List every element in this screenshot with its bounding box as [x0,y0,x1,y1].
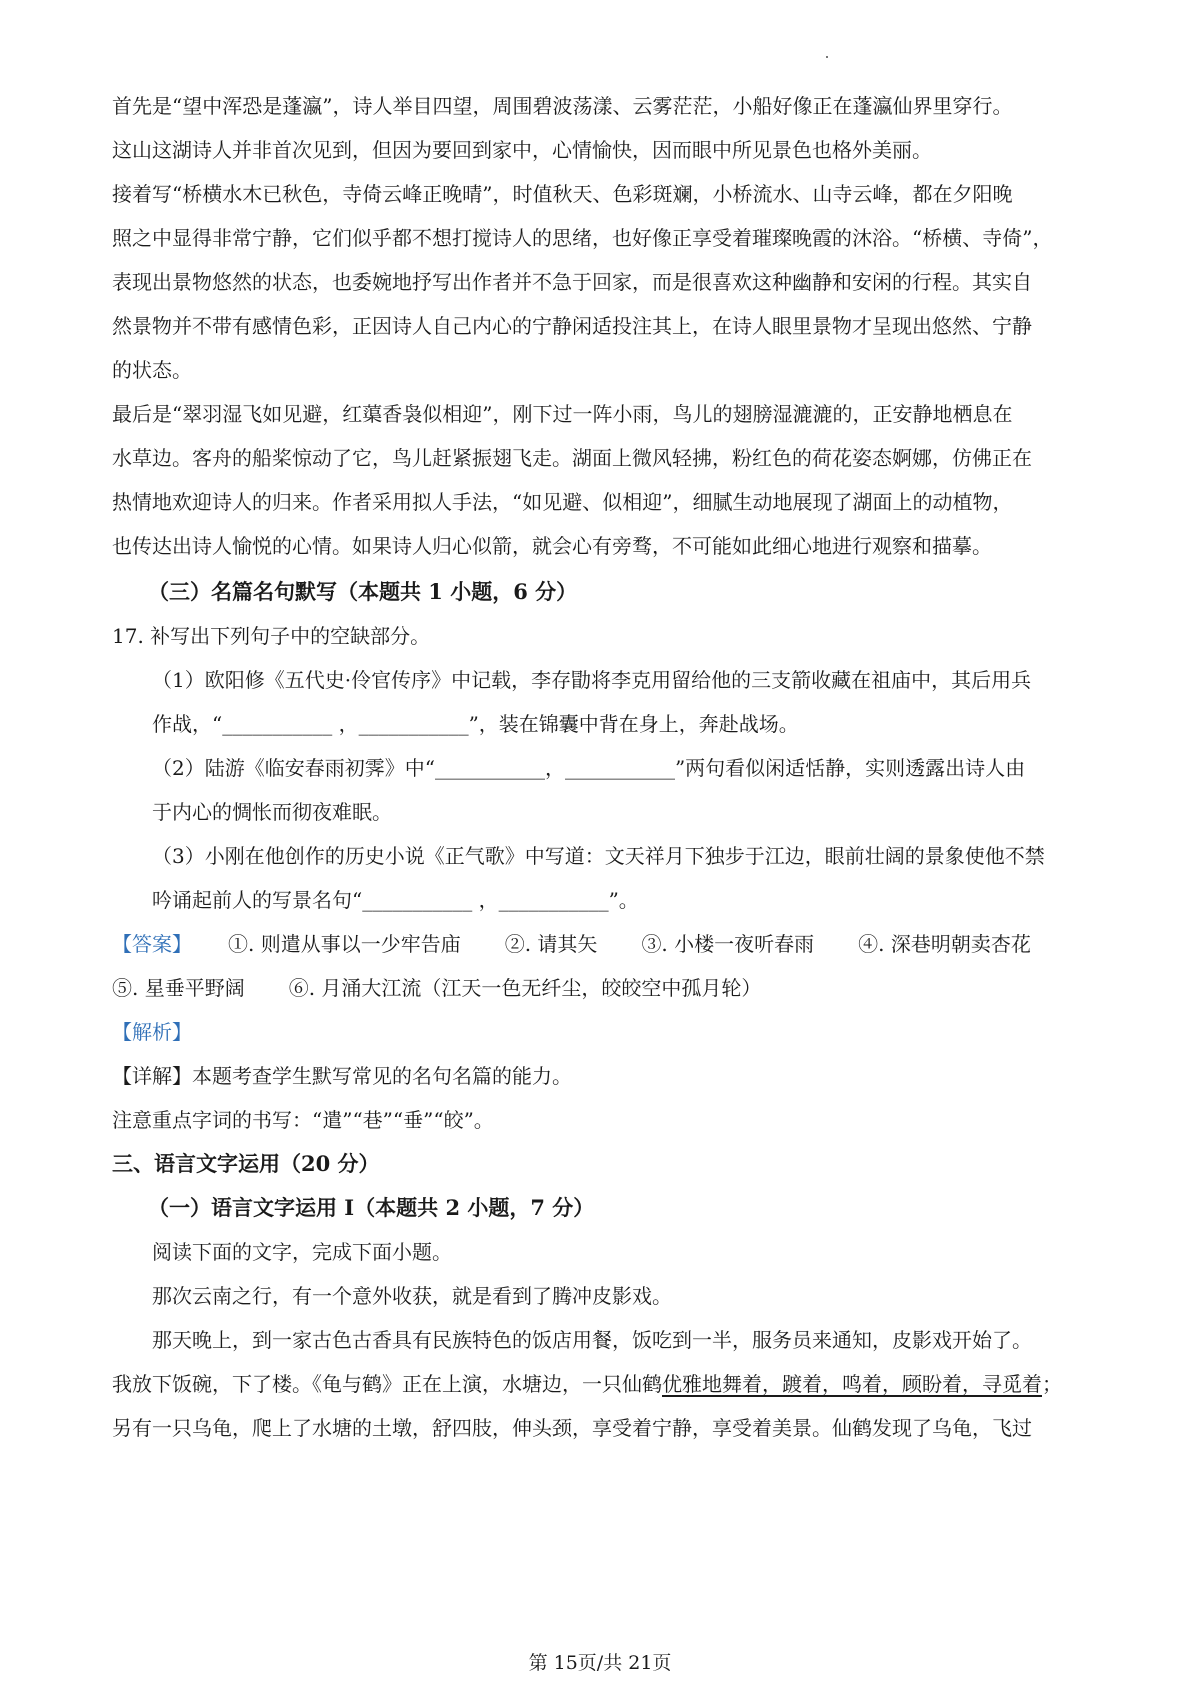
question-item: （2）陆游《临安春雨初霁》中“___________，___________”两句看似闲适恬静，实则透露出诗人由 [152,756,1026,780]
reading-line: 另有一只乌龟，爬上了水塘的土墩，舒四肢，伸头颈，享受着宁静，享受着美景。仙鹤发现了乌龟，飞过 [112,1416,1032,1440]
answer-item: ⑤. 星垂平野阔 [112,976,245,1000]
paragraph-line: 热情地欢迎诗人的归来。作者采用拟人手法，“如见避、似相迎”，细腻生动地展现了湖面上的动植物， [112,490,1013,514]
answer-line [112,930,1031,958]
answer-item: ⑥. 月涌大江流（江天一色无纤尘，皎皎空中孤月轮） [288,976,762,1000]
detail-line: 【详解】本题考查学生默写常见的名句名篇的能力。 [112,1064,572,1088]
reading-line [112,1370,1062,1398]
reading-text: 我放下饭碗，下了楼。《龟与鹤》正在上演，水塘边，一只仙鹤 [112,1372,662,1396]
paragraph-line: 首先是“望中浑恐是蓬瀛”，诗人举目四望，周围碧波荡漾、云雾茫茫，小船好像正在蓬瀛仙界里穿行。 [112,94,1013,118]
question-item: 于内心的惆怅而彻夜难眠。 [152,800,392,824]
paragraph-line: 水草边。客舟的船桨惊动了它，鸟儿赶紧振翅飞走。湖面上微风轻拂，粉红色的荷花姿态婀娜，仿佛正在 [112,446,1032,470]
question-stem: 17. 补写出下列句子中的空缺部分。 [112,624,431,648]
reading-line: 那天晚上，到一家古色古香具有民族特色的饭店用餐，饭吃到一半，服务员来通知，皮影戏开始了。 [152,1328,1032,1352]
paragraph-line: 最后是“翠羽湿飞如见避，红蕖香袅似相迎”，刚下过一阵小雨，鸟儿的翅膀湿漉漉的，正安静地栖息在 [112,402,1013,426]
paragraph-line: 也传达出诗人愉悦的心情。如果诗人归心似箭，就会心有旁骛，不可能如此细心地进行观察和描摹。 [112,534,992,558]
answer-label: 【答案】 [112,932,192,956]
answer-item: ②. 请其矢 [504,932,598,956]
page-number: 第 15页/共 21页 [528,1652,672,1674]
answer-line [112,974,761,1002]
question-item: （3）小刚在他创作的历史小说《正气歌》中写道：文天祥月下独步于江边，眼前壮阔的景象使他不禁 [152,844,1045,868]
answer-item: ③. 小楼一夜听春雨 [641,932,815,956]
paragraph-line: 这山这湖诗人并非首次见到，但因为要回到家中，心情愉快，因而眼中所见景色也格外美丽。 [112,138,932,162]
paragraph-line: 表现出景物悠然的状态，也委婉地抒写出作者并不急于回家，而是很喜欢这种幽静和安闲的行程。其实自 [112,270,1032,294]
question-item: （1）欧阳修《五代史·伶官传序》中记载，李存勖将李克用留给他的三支箭收藏在祖庙中，其后用兵 [152,668,1032,692]
scan-dot [826,56,828,58]
reading-line: 那次云南之行，有一个意外收获，就是看到了腾冲皮影戏。 [152,1284,672,1308]
detail-line: 注意重点字词的书写：“遣”“巷”“垂”“皎”。 [112,1108,494,1132]
paragraph-line: 然景物并不带有感情色彩，正因诗人自己内心的宁静闲适投注其上，在诗人眼里景物才呈现出悠然、宁静 [112,314,1032,338]
question-item: 作战，“___________ ，___________”，装在锦囊中背在身上，奔赴战场。 [152,712,799,736]
paragraph-line: 照之中显得非常宁静，它们似乎都不想打搅诗人的思绪，也好像正享受着璀璨晚霞的沐浴。“桥横、寺倚”， [112,226,1053,250]
question-item: 吟诵起前人的写景名句“___________ ，___________”。 [152,888,639,912]
paragraph-line: 的状态。 [112,358,192,382]
analysis-label: 【解析】 [112,1020,192,1044]
reading-instruction: 阅读下面的文字，完成下面小题。 [152,1240,452,1264]
paragraph-line: 接着写“桥横水木已秋色，寺倚云峰正晚晴”，时值秋天、色彩斑斓，小桥流水、山寺云峰，都在夕阳晚 [112,182,1013,206]
answer-item: ①. 则遣从事以一少牢告庙 [228,932,461,956]
subsection-heading: （一）语言文字运用 I（本题共 2 小题，7 分） [148,1195,595,1220]
answer-item: ④. 深巷明朝卖杏花 [858,932,1031,956]
reading-text: ； [1042,1372,1062,1396]
section-heading: （三）名篇名句默写（本题共 1 小题，6 分） [148,579,578,604]
part-heading: 三、语言文字运用（20 分） [112,1151,380,1176]
underlined-phrase: 优雅地舞着，踱着，鸣着，顾盼着，寻觅着 [662,1372,1042,1396]
